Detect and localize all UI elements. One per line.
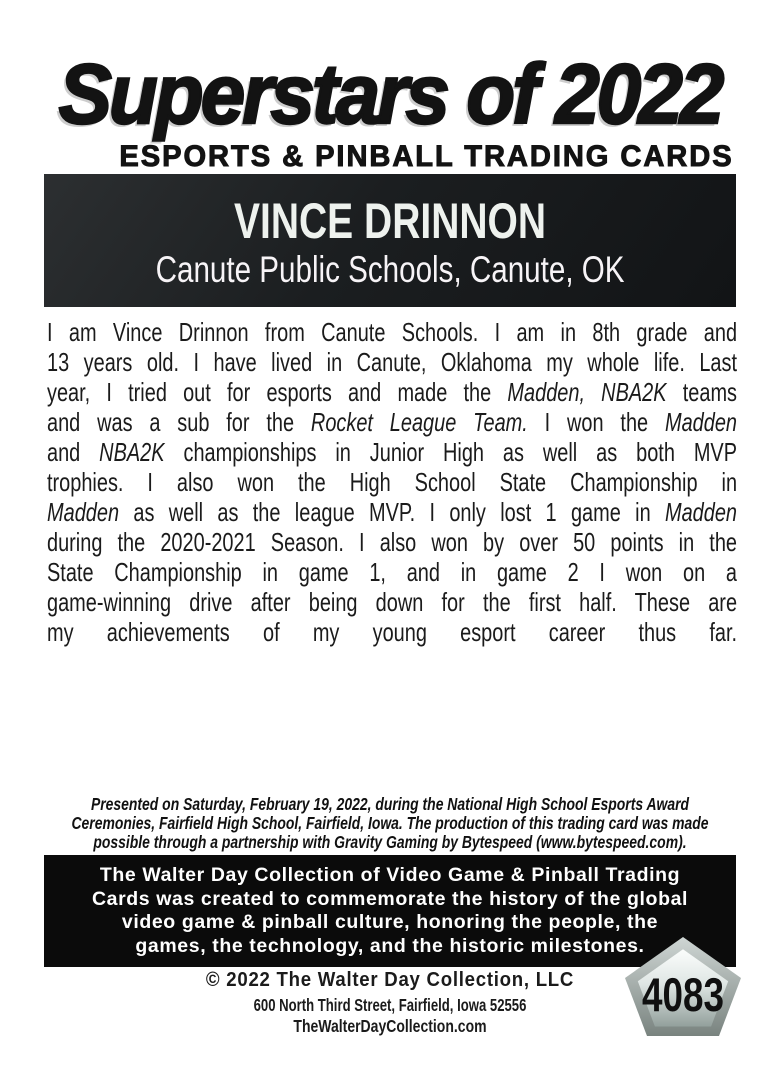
bio-line: 13 years old. I have lived in Canute, Oklahoma my whole life. Last (47, 347, 738, 377)
bio-line: my achievements of my young esport career thus far. (47, 617, 738, 647)
collection-line: Cards was created to commemorate the history of the global (91, 887, 689, 910)
card-series-subtitle: ESPORTS & PINBALL TRADING CARDS (119, 140, 734, 173)
bio-line: game-winning drive after being down for the first half. These are (47, 587, 738, 617)
bio-line: Madden as well as the league MVP. I only lost 1 game in Madden (47, 497, 738, 527)
bio-line: trophies. I also won the High School State Championship in (47, 467, 738, 497)
address-line: 600 North Third Street, Fairfield, Iowa 52556 (253, 995, 527, 1015)
presentation-line: possible through a partnership with Gravity Gaming by Bytespeed (www.bytespeed.com). (93, 832, 687, 852)
bio-line: I am Vince Drinnon from Canute Schools. I am in 8th grade and (47, 317, 738, 347)
card-number-badge (621, 935, 745, 1039)
bio-line: year, I tried out for esports and made the Madden, NBA2K teams (47, 377, 738, 407)
bio-line: and was a sub for the Rocket League Team. I won the Madden (47, 407, 738, 437)
card-series-title: Superstars of 2022 (58, 47, 722, 141)
collection-line: games, the technology, and the historic milestones. (135, 934, 645, 957)
player-affiliation: Canute Public Schools, Canute, OK (155, 248, 625, 290)
bio-line: State Championship in game 1, and in game 2 I won on a (47, 557, 738, 587)
pentagon-icon (621, 935, 745, 1039)
website-line: TheWalterDayCollection.com (293, 1016, 487, 1036)
player-name-box (44, 174, 736, 307)
collection-line: video game & pinball culture, honoring the people, the (121, 911, 659, 933)
bio-line: and NBA2K championships in Junior High as well as both MVP (47, 437, 738, 467)
bio-line: during the 2020-2021 Season. I also won by over 50 points in the (47, 527, 738, 557)
collection-line: The Walter Day Collection of Video Game & Pinball Trading (99, 864, 681, 886)
presentation-note (0, 795, 780, 852)
player-bio (47, 317, 737, 647)
presentation-line: Ceremonies, Fairfield High School, Fairfield, Iowa. The production of this trading card was made (71, 813, 709, 833)
card-number: 4083 (642, 968, 724, 1021)
player-name: VINCE DRINNON (233, 192, 547, 249)
presentation-line: Presented on Saturday, February 19, 2022, during the National High School Esports Award (90, 794, 690, 814)
copyright-line: © 2022 The Walter Day Collection, LLC (205, 969, 575, 991)
